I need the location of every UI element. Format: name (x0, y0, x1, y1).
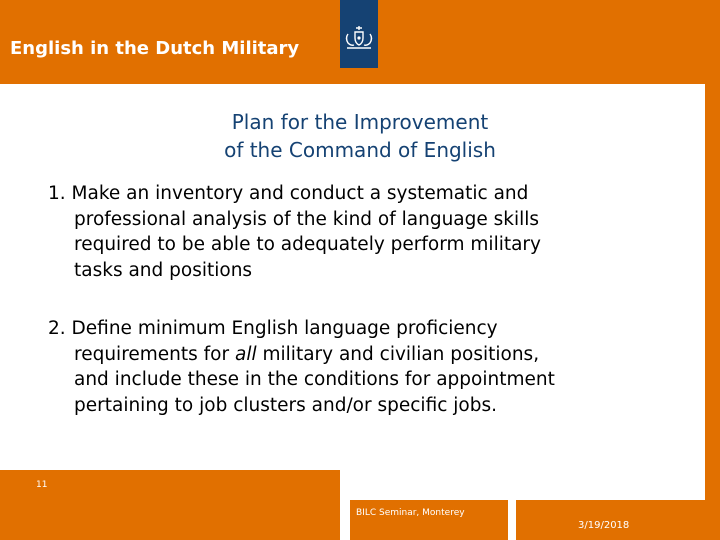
footer-date: 3/19/2018 (578, 520, 630, 531)
list-item-text: pertaining to job clusters and/or specific jobs. (74, 394, 497, 416)
footer-event: BILC Seminar, Monterey (356, 508, 465, 518)
list-item-text: professional analysis of the kind of language skills (74, 208, 540, 230)
slide-title-line-1: Plan for the Improvement (231, 110, 489, 134)
list-item-text: military and civilian positions, (256, 343, 540, 365)
header-bar (0, 0, 720, 84)
coat-of-arms-icon (340, 0, 378, 68)
emphasis-text: all (235, 343, 257, 365)
right-accent-strip (705, 84, 720, 540)
header-title: English in the Dutch Military (10, 38, 300, 59)
list-item-number: 1. (48, 183, 66, 204)
list-item-text: requirements for (74, 343, 235, 365)
list-item-2 (48, 316, 688, 418)
list-item-text: tasks and positions (74, 259, 253, 281)
page-number: 11 (36, 480, 48, 490)
list-item-text: required to be able to adequately perform military (74, 234, 541, 255)
slide-title (150, 108, 570, 164)
list-item-text: Make an inventory and conduct a systematic and (71, 183, 529, 204)
list-item-1 (48, 181, 688, 283)
footer-left-block (0, 470, 340, 540)
slide-title-line-2: of the Command of English (224, 138, 496, 162)
list-item-text: Define minimum English language proficiency (71, 318, 498, 339)
list-item-text: and include these in the conditions for appointment (74, 369, 555, 390)
footer-middle-block (350, 500, 508, 540)
list-item-number: 2. (48, 318, 66, 339)
